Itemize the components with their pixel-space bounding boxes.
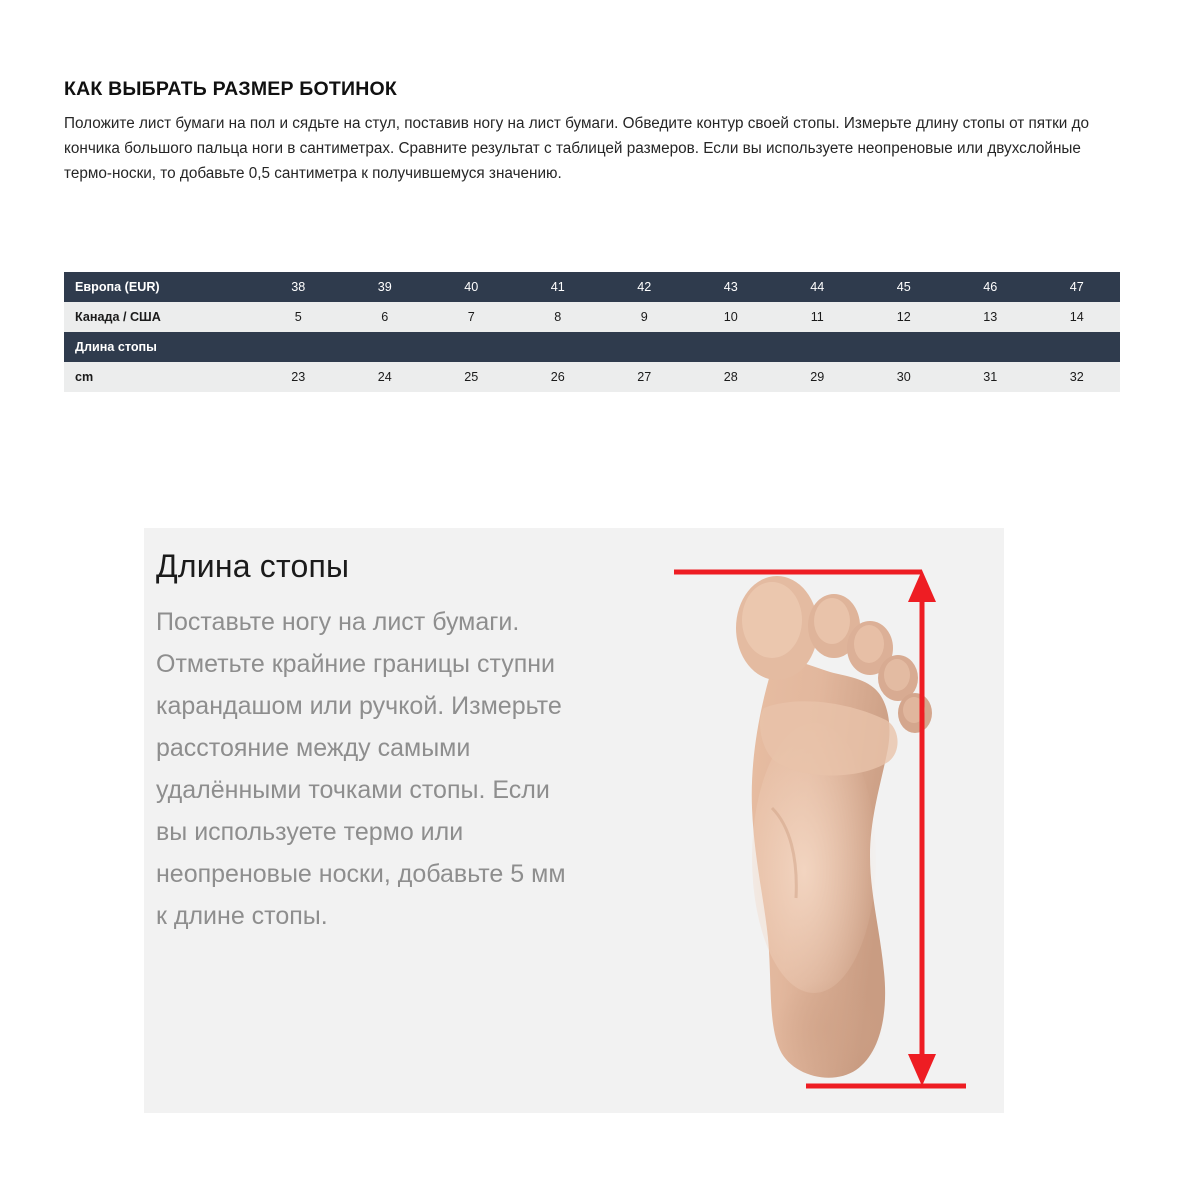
table-cell: 41: [515, 272, 602, 302]
table-cell: 7: [428, 302, 515, 332]
table-cell: 9: [601, 302, 688, 332]
panel-body: Поставьте ногу на лист бумаги. Отметьте крайние границы ступни карандашом или ручкой. Измерьте расстояние между самыми удалёнными точками стопы. Если вы используете термо или неопреновые носки, добавьте 5 мм к длине стопы.: [156, 608, 566, 930]
table-cell: 27: [601, 362, 688, 392]
table-cell: 42: [601, 272, 688, 302]
page-title: КАК ВЫБРАТЬ РАЗМЕР БОТИНОК: [64, 78, 397, 100]
table-cell: 5: [255, 302, 342, 332]
table-cell: 30: [861, 362, 948, 392]
third-toe-highlight: [854, 625, 884, 663]
table-cell: 6: [342, 302, 429, 332]
foot-length-text-block: [156, 548, 576, 937]
table-cell: 38: [255, 272, 342, 302]
table-cell: 45: [861, 272, 948, 302]
table-cell: 14: [1034, 302, 1121, 332]
table-cell: 28: [688, 362, 775, 392]
table-row: [64, 362, 1120, 392]
size-chart-table: [64, 272, 1120, 392]
second-toe-highlight: [814, 598, 850, 644]
table-cell: 31: [947, 362, 1034, 392]
table-cell: 23: [255, 362, 342, 392]
table-cell: 46: [947, 272, 1034, 302]
table-cell: 43: [688, 272, 775, 302]
table-cell: 11: [774, 302, 861, 332]
table-row: [64, 272, 1120, 302]
table-section-row: [64, 332, 1120, 362]
table-cell: 13: [947, 302, 1034, 332]
table-cell: 10: [688, 302, 775, 332]
little-toe-highlight: [903, 697, 925, 723]
table-cell: 12: [861, 302, 948, 332]
table-cell: 44: [774, 272, 861, 302]
table-cell: 26: [515, 362, 602, 392]
table-cell: 8: [515, 302, 602, 332]
table-cell: 32: [1034, 362, 1121, 392]
table-cell: 47: [1034, 272, 1121, 302]
row-label: Европа (EUR): [64, 272, 255, 302]
sole-of-foot-icon: [664, 558, 994, 1098]
table-cell: 39: [342, 272, 429, 302]
table-cell: 25: [428, 362, 515, 392]
size-chart-body: [64, 272, 1120, 392]
fourth-toe-highlight: [884, 659, 910, 691]
heel-shading: [773, 980, 883, 1076]
intro-block: [64, 78, 1124, 186]
row-label: Длина стопы: [64, 332, 1120, 362]
foot-illustration: [664, 558, 994, 1098]
table-cell: 29: [774, 362, 861, 392]
table-cell: 40: [428, 272, 515, 302]
table-row: [64, 302, 1120, 332]
panel-title: Длина стопы: [156, 548, 350, 584]
row-label: cm: [64, 362, 255, 392]
big-toe-highlight: [742, 582, 802, 658]
row-label: Канада / США: [64, 302, 255, 332]
intro-paragraph: Положите лист бумаги на пол и сядьте на стул, поставив ногу на лист бумаги. Обведите контур своей стопы. Измерьте длину стопы от пятки до кончика большого пальца ноги в сантиметрах. Сравните результат с таблицей размеров. Если вы используете неопреновые или двухслойные термо-носки, то добавьте 0,5 сантиметра к получившемуся значению.: [64, 115, 1090, 182]
table-cell: 24: [342, 362, 429, 392]
foot-length-panel: [144, 528, 1004, 1113]
